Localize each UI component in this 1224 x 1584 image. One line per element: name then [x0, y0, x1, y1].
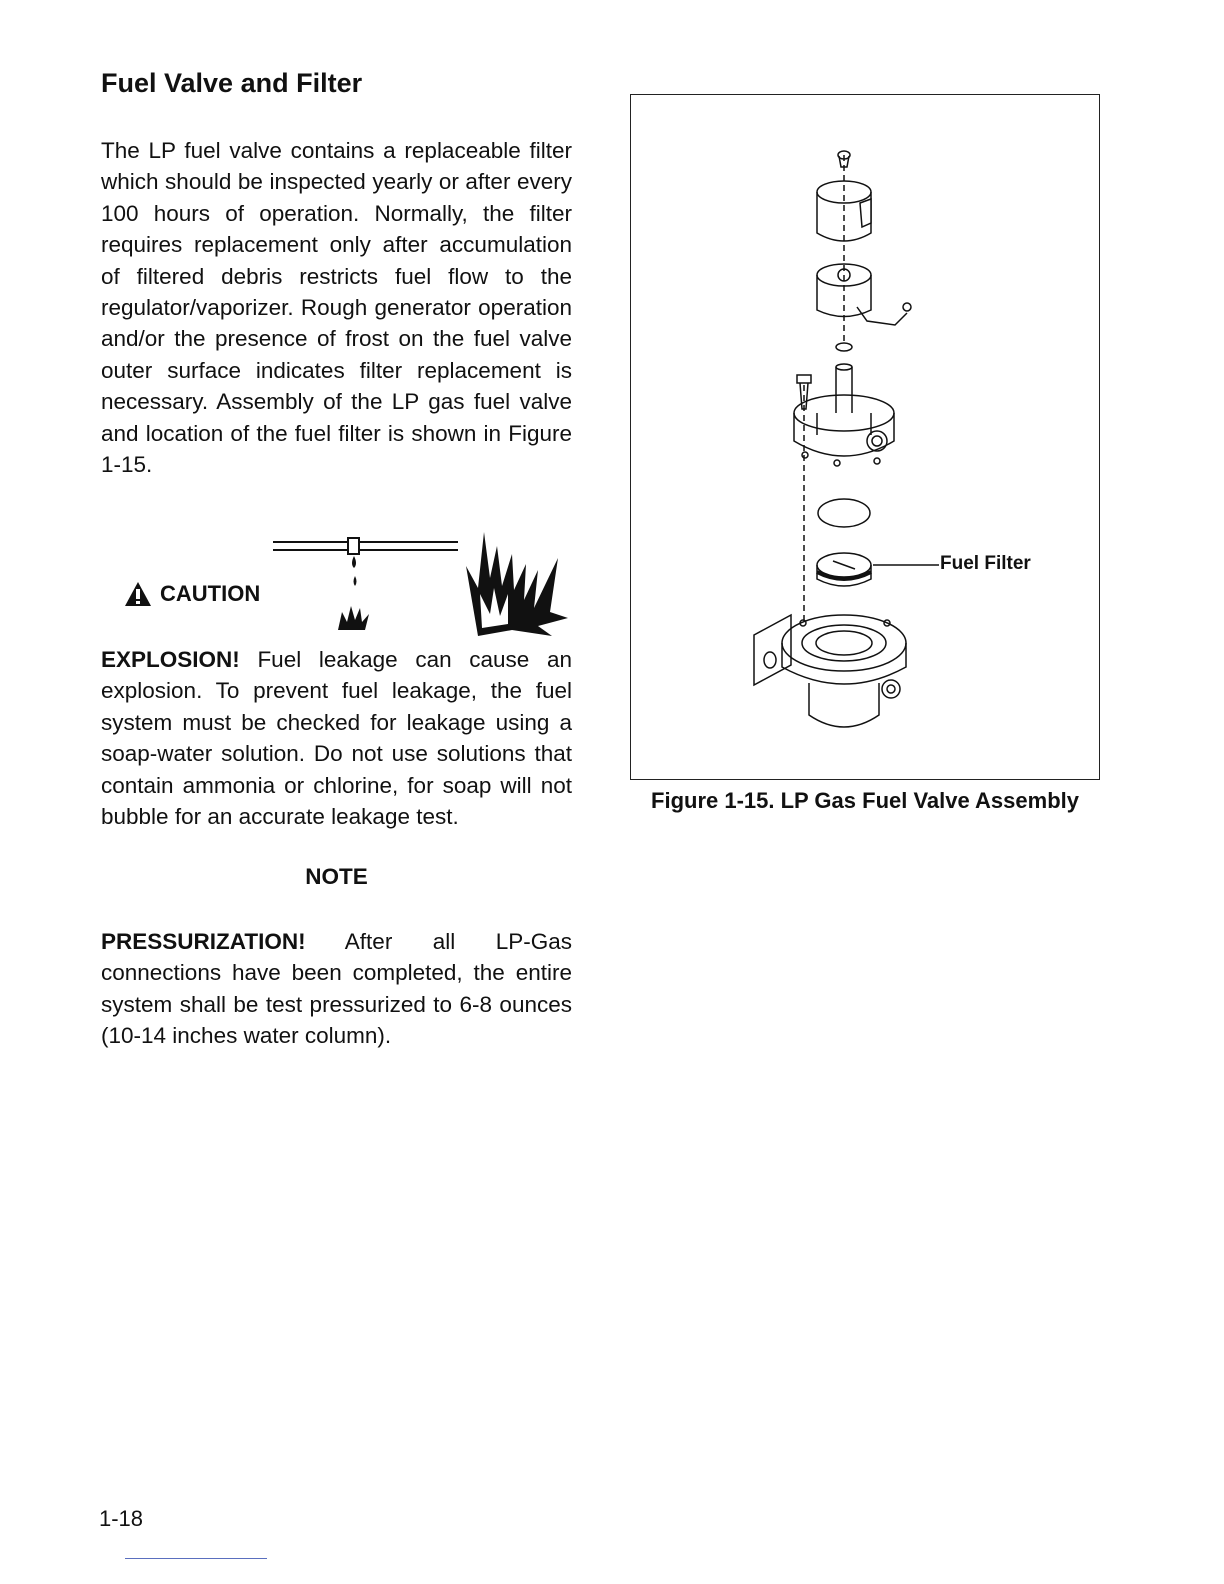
footer-rule	[125, 1558, 267, 1559]
explosion-warning	[101, 644, 572, 832]
explosion-text: Fuel leakage can cause an explosion. To prevent fuel leakage, the fuel system must be checked for leakage using a soap-water solution. Do not use solutions that contain ammonia or chlorine, for soap will not bubble for an accurate leakage test.	[101, 647, 572, 830]
explosion-lead: EXPLOSION!	[101, 647, 240, 672]
page-number: 1-18	[99, 1506, 144, 1531]
figure-frame	[630, 94, 1100, 780]
caution-text: CAUTION	[160, 581, 261, 606]
caution-label	[124, 581, 260, 607]
note-title: NOTE	[305, 864, 368, 889]
intro-paragraph: The LP fuel valve contains a replaceable filter which should be inspected yearly or after every 100 hours of operation. Normally, the filter requires replacement only after accumulation of filtered debris restricts fuel flow to the regulator/vaporizer. Rough generator operation and/or the presence of frost on the fuel valve outer surface indicates filter replacement is necessary. Assembly of the LP gas fuel valve and location of the fuel filter is shown in Figure 1-15.	[101, 138, 572, 478]
pressurization-lead: PRESSURIZATION!	[101, 929, 306, 954]
warning-triangle-icon	[124, 581, 152, 607]
fuel-filter-callout: Fuel Filter	[940, 553, 1031, 574]
section-title: Fuel Valve and Filter	[101, 68, 363, 98]
pressurization-text: After all LP-Gas connections have been completed, the entire system shall be test pressurized to 6-8 ounces (10-14 inches water column).	[101, 929, 572, 1049]
fuel-valve-assembly-diagram	[631, 95, 1099, 779]
fuel-leak-explosion-icon	[268, 528, 580, 643]
figure-caption: Figure 1-15. LP Gas Fuel Valve Assembly	[651, 788, 1079, 813]
pressurization-note	[101, 926, 572, 1052]
